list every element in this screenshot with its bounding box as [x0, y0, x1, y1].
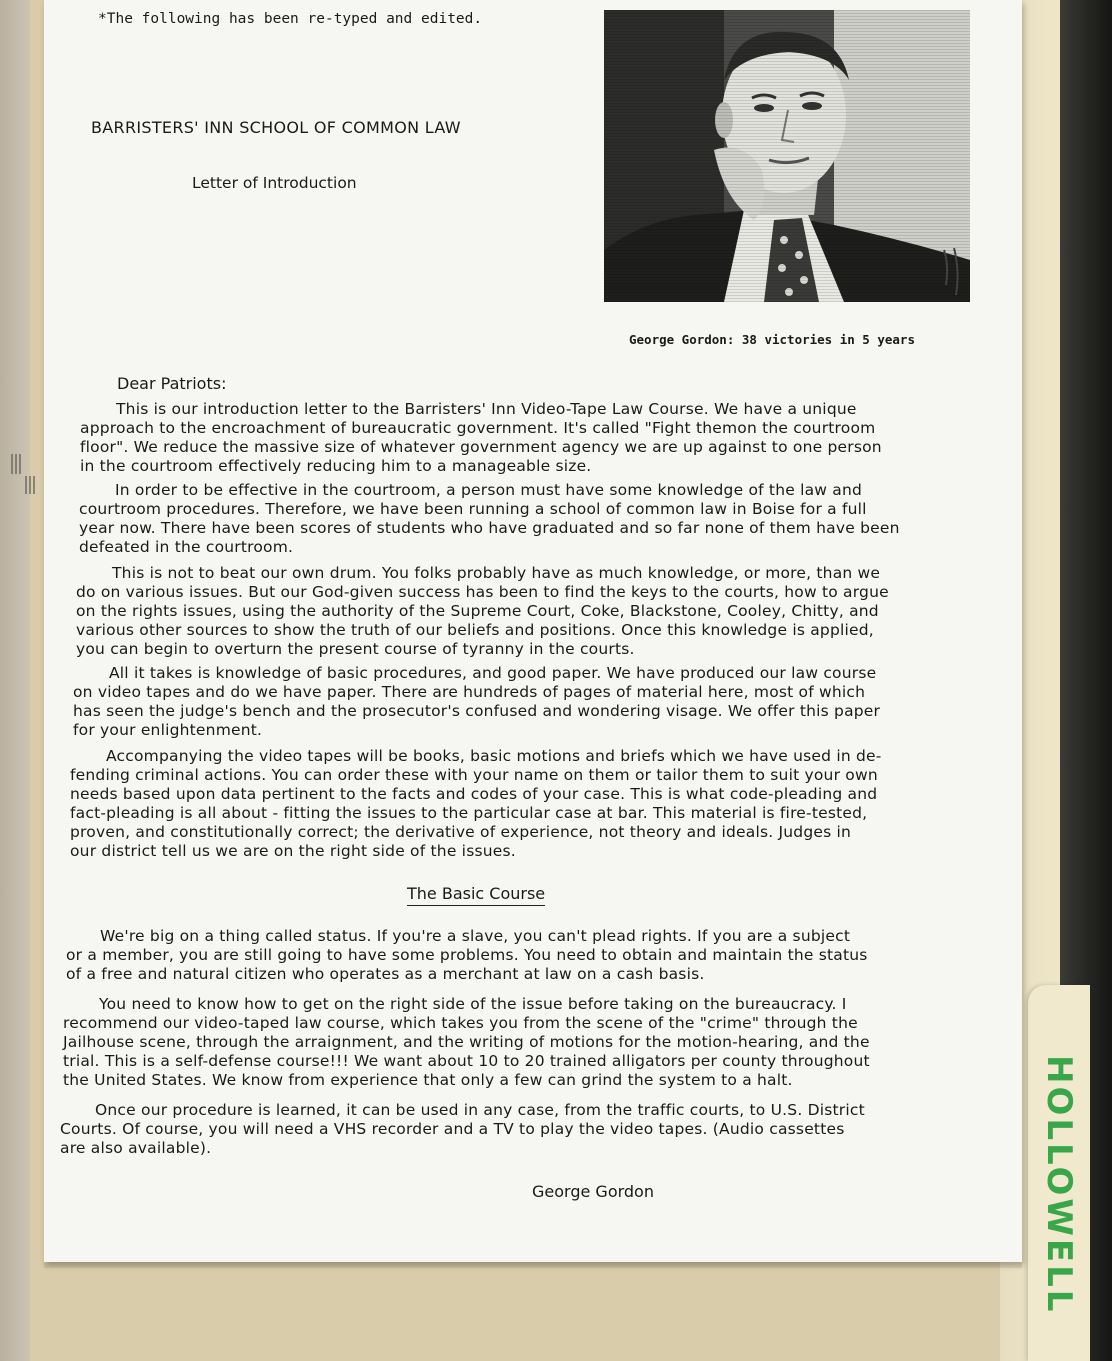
paragraph-line: in the courtroom effectively reducing him to a manageable size.: [80, 457, 592, 475]
signature: George Gordon: [532, 1182, 654, 1201]
paragraph-line: defeated in the courtroom.: [79, 538, 294, 556]
course-paragraph-1: [66, 927, 868, 984]
salutation: Dear Patriots:: [117, 374, 227, 393]
paragraph-line: Jailhouse scene, through the arraignment, and the writing of motions for the motion-hearing, and the: [63, 1033, 870, 1051]
paragraph-line: Courts. Of course, you will need a VHS recorder and a TV to play the video tapes. (Audio cassettes: [60, 1120, 845, 1138]
paragraph-line: fending criminal actions. You can order these with your name on them or tailor them to suit your own: [70, 766, 878, 784]
paragraph-line: on video tapes and do we have paper. There are hundreds of pages of material here, most of which: [73, 683, 866, 701]
paragraph-line: In order to be effective in the courtroom, a person must have some knowledge of the law and: [115, 481, 863, 499]
paragraph-line: Accompanying the video tapes will be books, basic motions and briefs which we have used in de-: [106, 747, 882, 765]
paragraph-line: proven, and constitutionally correct; the derivative of experience, not theory and ideals. Judges in: [70, 823, 852, 841]
paragraph-line: floor". We reduce the massive size of whatever government agency we are up against to one person: [80, 438, 882, 456]
paragraph-1: [80, 400, 882, 476]
paragraph-line: year now. There have been scores of students who have graduated and so far none of them have been: [79, 519, 900, 537]
paragraph-line: fact-pleading is all about - fitting the issues to the particular case at bar. This material is fire-tested,: [70, 804, 868, 822]
retyped-note: *The following has been re-typed and edited.: [98, 11, 483, 27]
paragraph-line: approach to the encroachment of bureaucratic government. It's called "Fight themon the courtroom: [80, 419, 876, 437]
portrait-image: [604, 10, 970, 302]
letter-title: Letter of Introduction: [192, 174, 357, 192]
paragraph-line: are also available).: [60, 1139, 212, 1157]
paragraph-line: You need to know how to get on the right side of the issue before taking on the bureaucracy. I: [99, 995, 847, 1013]
paragraph-line: courtroom procedures. Therefore, we have been running a school of common law in Boise for a full: [79, 500, 867, 518]
folder-tab-label: [1028, 1020, 1090, 1350]
paragraph-line: This is our introduction letter to the Barristers' Inn Video-Tape Law Course. We have a unique: [116, 400, 857, 418]
paragraph-line: of a free and natural citizen who operates as a merchant at law on a cash basis.: [66, 965, 705, 983]
paragraph-line: trial. This is a self-defense course!!! We want about 10 to 20 trained alligators per county throughout: [63, 1052, 870, 1070]
paragraph-line: on the rights issues, using the authority of the Supreme Court, Coke, Blackstone, Cooley, Chitty, and: [76, 602, 879, 620]
paragraph-line: We're big on a thing called status. If you're a slave, you can't plead rights. If you are a subject: [100, 927, 851, 945]
paragraph-line: needs based upon data pertinent to the facts and codes of your case. This is what code-pleading and: [70, 785, 878, 803]
paragraph-line: for your enlightenment.: [73, 721, 263, 739]
paragraph-line: you can begin to overturn the present course of tyranny in the courts.: [76, 640, 635, 658]
paragraph-line: various other sources to show the truth of our beliefs and positions. Once this knowledge is applied,: [76, 621, 874, 639]
paragraph-line: or a member, you are still going to have some problems. You need to obtain and maintain the status: [66, 946, 868, 964]
paragraph-line: This is not to beat our own drum. You folks probably have as much knowledge, or more, than we: [112, 564, 881, 582]
photo-caption: George Gordon: 38 victories in 5 years: [629, 332, 915, 347]
paragraph-5: [70, 747, 882, 861]
course-paragraph-3: [60, 1101, 865, 1158]
section-title: The Basic Course: [407, 884, 545, 906]
paragraph-line: has seen the judge's bench and the prosecutor's confused and wondering visage. We offer this paper: [73, 702, 881, 720]
paragraph-line: Once our procedure is learned, it can be used in any case, from the traffic courts, to U.S. District: [95, 1101, 865, 1119]
paragraph-2: [79, 481, 900, 557]
paragraph-3: [76, 564, 889, 659]
edge-marks: [6, 450, 36, 510]
portrait-photo: [604, 10, 970, 302]
paragraph-line: do on various issues. But our God-given success has been to find the keys to the courts, how to argue: [76, 583, 889, 601]
school-name: BARRISTERS' INN SCHOOL OF COMMON LAW: [91, 118, 461, 137]
paragraph-4: [73, 664, 880, 740]
course-paragraph-2: [63, 995, 870, 1090]
page-shadow: [44, 1262, 1022, 1268]
folder-tab-text: HOLLOWELL: [1039, 1055, 1079, 1315]
paragraph-line: the United States. We know from experience that only a few can grind the system to a halt.: [63, 1071, 793, 1089]
paragraph-line: recommend our video-taped law course, which takes you from the scene of the "crime" through the: [63, 1014, 858, 1032]
paragraph-line: our district tell us we are on the right side of the issues.: [70, 842, 516, 860]
paragraph-line: All it takes is knowledge of basic procedures, and good paper. We have produced our law course: [109, 664, 877, 682]
